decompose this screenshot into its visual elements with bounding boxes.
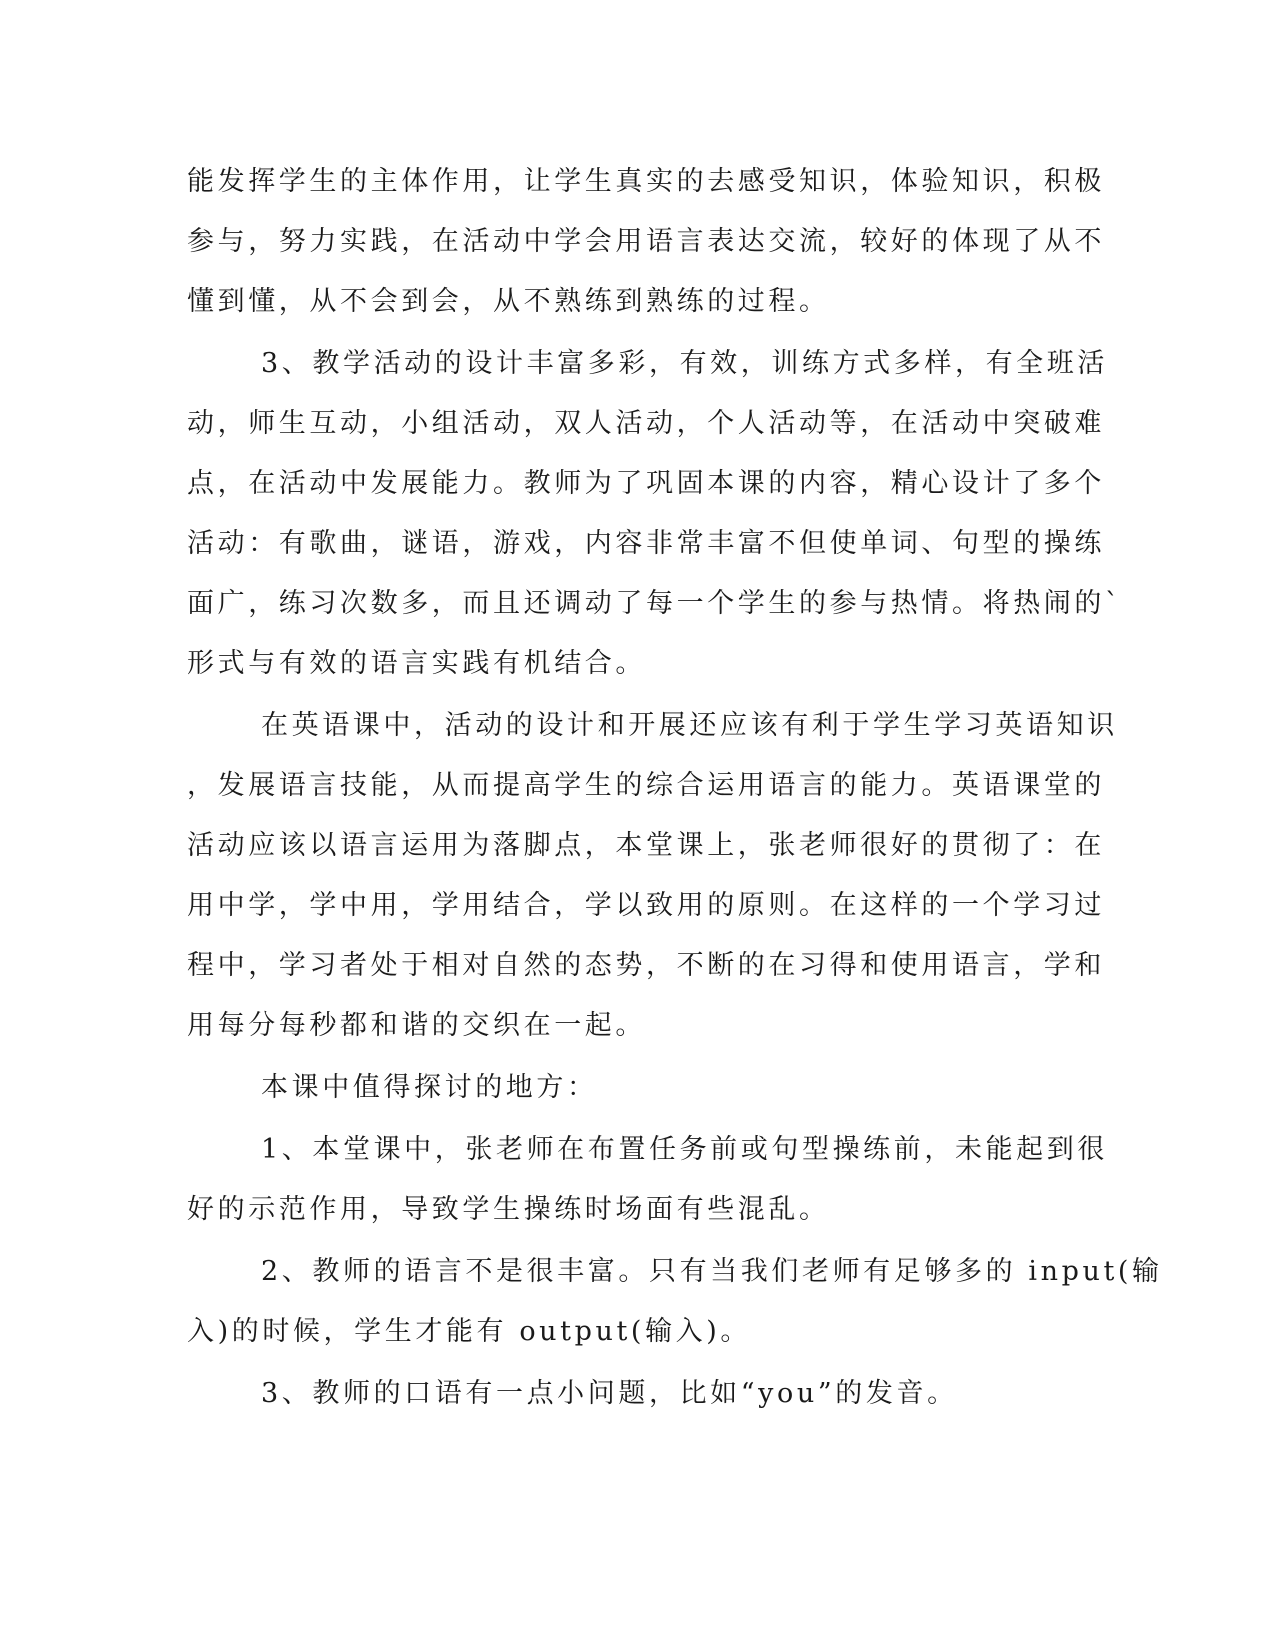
text-line: 形式与有效的语言实践有机结合。 [187,648,646,679]
text-line: 点，在活动中发展能力。教师为了巩固本课的内容，精心设计了多个 [187,468,1105,499]
text-line: 活动：有歌曲，谜语，游戏，内容非常丰富不但使单词、句型的操练 [187,528,1105,559]
text-line: 好的示范作用，导致学生操练时场面有些混乱。 [187,1194,830,1225]
text-line: 懂到懂，从不会到会，从不熟练到熟练的过程。 [187,286,830,317]
text-line: 能发挥学生的主体作用，让学生真实的去感受知识，体验知识，积极 [187,166,1105,197]
text-line: 参与，努力实践，在活动中学会用语言表达交流，较好的体现了从不 [187,226,1105,257]
text-line: ，发展语言技能，从而提高学生的综合运用语言的能力。英语课堂的 [187,770,1105,801]
text-line: 活动应该以语言运用为落脚点，本堂课上，张老师很好的贯彻了：在 [187,830,1105,861]
text-line: 程中，学习者处于相对自然的态势，不断的在习得和使用语言，学和 [187,950,1105,981]
section-heading: 本课中值得探讨的地方： [261,1072,598,1103]
paragraph-first-line: 1、本堂课中，张老师在布置任务前或句型操练前，未能起到很 [261,1134,1108,1165]
paragraph-first-line: 在英语课中，活动的设计和开展还应该有利于学生学习英语知识 [261,710,1118,741]
text-line: 用中学，学中用，学用结合，学以致用的原则。在这样的一个学习过 [187,890,1105,921]
paragraph-first-line: 3、教学活动的设计丰富多彩，有效，训练方式多样，有全班活 [261,348,1108,379]
paragraph-first-line: 3、教师的口语有一点小问题，比如“you”的发音。 [261,1378,958,1409]
text-line: 面广，练习次数多，而且还调动了每一个学生的参与热情。将热闹的` [187,588,1123,619]
text-line: 用每分每秒都和谐的交织在一起。 [187,1010,646,1041]
text-line: 动，师生互动，小组活动，双人活动，个人活动等，在活动中突破难 [187,408,1105,439]
text-line: 入)的时候，学生才能有 output(输入)。 [187,1316,752,1347]
paragraph-first-line: 2、教师的语言不是很丰富。只有当我们老师有足够多的 input(输 [261,1256,1163,1287]
